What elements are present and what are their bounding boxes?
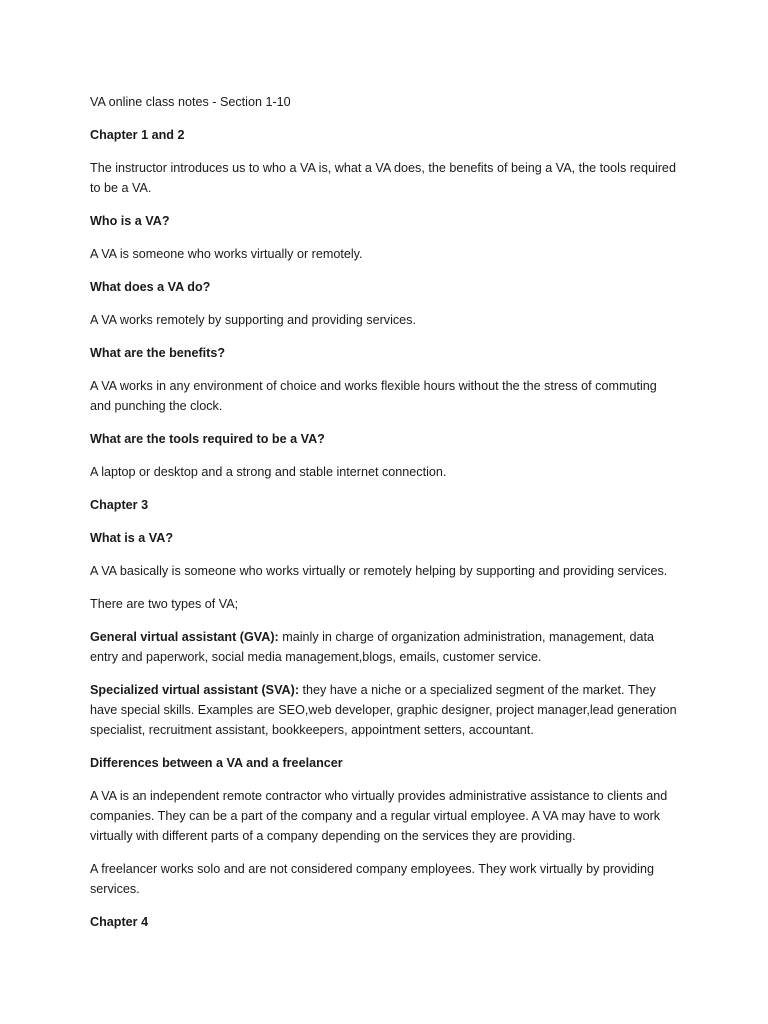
- sva-text: they have a niche or a specialized segment of the market. They have special skills. Examples are SEO,web developer, graphic designer, project manager,lead generation specialist, recruitment assistant, bookkeepers, appointment setters, accountant.: [90, 683, 677, 737]
- gva-paragraph: [90, 627, 680, 667]
- answer-who-is-va: A VA is someone who works virtually or remotely.: [90, 247, 363, 261]
- question-what-is-va: What is a VA?: [90, 531, 174, 545]
- document-body: [90, 92, 680, 945]
- types-intro: There are two types of VA;: [90, 597, 239, 611]
- gva-label: General virtual assistant (GVA):: [90, 630, 279, 644]
- answer-tools: A laptop or desktop and a strong and stable internet connection.: [90, 465, 447, 479]
- answer-what-does-va-do: A VA works remotely by supporting and providing services.: [90, 313, 416, 327]
- document-title: VA online class notes - Section 1-10: [90, 95, 291, 109]
- differences-heading: Differences between a VA and a freelancer: [90, 756, 343, 770]
- sva-label: Specialized virtual assistant (SVA):: [90, 683, 300, 697]
- intro-paragraph: The instructor introduces us to who a VA is, what a VA does, the benefits of being a VA, the tools required to be a VA.: [90, 161, 676, 195]
- question-tools: What are the tools required to be a VA?: [90, 432, 325, 446]
- chapter-4-heading: Chapter 4: [90, 915, 149, 929]
- answer-benefits: A VA works in any environment of choice and works flexible hours without the the stress of commuting and punching the clock.: [90, 379, 657, 413]
- va-difference-paragraph: A VA is an independent remote contractor who virtually provides administrative assistance to clients and companies. They can be a part of the company and a regular virtual employee. A VA may have to work virtually with different parts of a company depending on the services they are providing.: [90, 789, 668, 843]
- chapter-3-heading: Chapter 3: [90, 498, 149, 512]
- gva-text: mainly in charge of organization administration, management, data entry and paperwork, social media management,blogs, emails, customer service.: [90, 630, 654, 664]
- question-who-is-va: Who is a VA?: [90, 214, 170, 228]
- freelancer-paragraph: A freelancer works solo and are not considered company employees. They work virtually by providing services.: [90, 862, 654, 896]
- question-benefits: What are the benefits?: [90, 346, 226, 360]
- question-what-does-va-do: What does a VA do?: [90, 280, 211, 294]
- chapter-1-2-heading: Chapter 1 and 2: [90, 128, 185, 142]
- sva-paragraph: [90, 680, 680, 740]
- answer-what-is-va: A VA basically is someone who works virtually or remotely helping by supporting and providing services.: [90, 564, 668, 578]
